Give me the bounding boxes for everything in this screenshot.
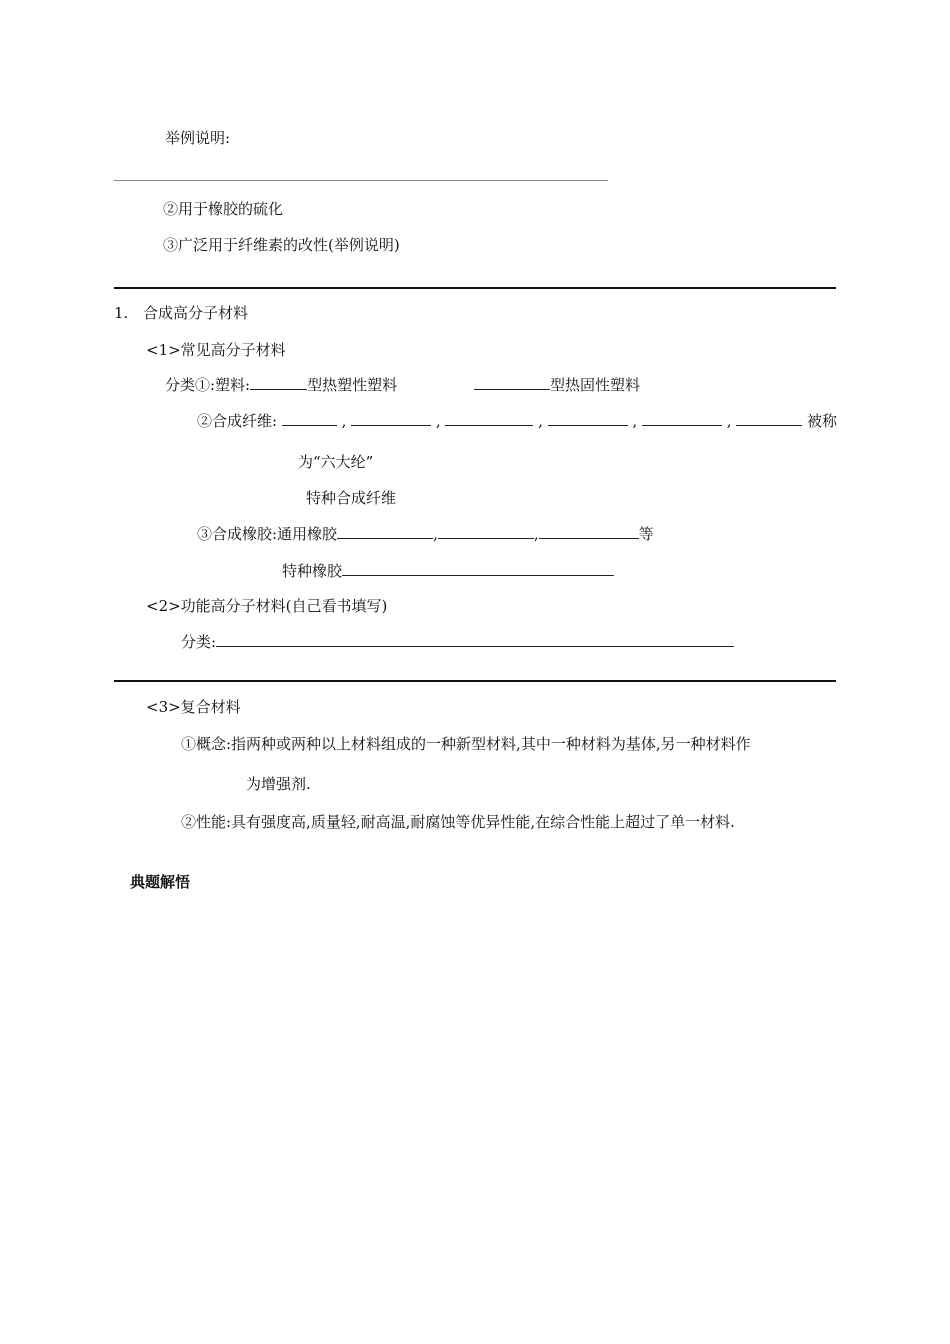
fiber-comma: , bbox=[726, 412, 732, 430]
thermoplastic-label: 型热塑性塑料 bbox=[307, 376, 398, 394]
fiber-blank-3[interactable] bbox=[445, 411, 533, 426]
plastics-prefix: 分类①:塑料: bbox=[165, 376, 251, 394]
rubber-comma: , bbox=[433, 525, 438, 543]
functional-classify-row bbox=[181, 632, 734, 652]
rubber-row bbox=[197, 524, 654, 544]
rubber-prefix: ③合成橡胶:通用橡胶 bbox=[197, 525, 338, 543]
subsection-1-title: <1>常见高分子材料 bbox=[146, 341, 286, 359]
fiber-comma: , bbox=[632, 412, 638, 430]
fiber-comma: , bbox=[538, 412, 543, 430]
thermoplastic-blank[interactable] bbox=[250, 375, 307, 390]
fiber-blank-6[interactable] bbox=[736, 411, 802, 426]
special-rubber-blank[interactable] bbox=[342, 561, 614, 576]
fiber-prefix: ②合成纤维: bbox=[197, 412, 278, 430]
thermoset-row bbox=[474, 375, 640, 395]
fiber-comma: , bbox=[341, 412, 347, 430]
subsection-2-title: <2>功能高分子材料(自己看书填写) bbox=[146, 597, 388, 615]
examples-heading: 典题解悟 bbox=[130, 873, 191, 891]
plastics-row bbox=[165, 375, 397, 395]
fiber-comma: , bbox=[435, 412, 441, 430]
section-1-title: 合成高分子材料 bbox=[143, 304, 249, 322]
fiber-blank-5[interactable] bbox=[642, 411, 722, 426]
section-divider-2 bbox=[114, 680, 836, 682]
rubber-blank-2[interactable] bbox=[438, 524, 534, 539]
composite-concept-continued: 为增强剂. bbox=[246, 775, 311, 793]
fiber-special: 特种合成纤维 bbox=[306, 489, 397, 507]
special-rubber-row bbox=[282, 561, 614, 581]
functional-classify-blank[interactable] bbox=[216, 632, 734, 647]
fiber-suffix-continued: 为“六大纶” bbox=[298, 453, 374, 471]
rubber-etc: 等 bbox=[638, 525, 654, 543]
fiber-row bbox=[197, 411, 837, 431]
special-rubber-label: 特种橡胶 bbox=[282, 562, 343, 580]
example-answer-line[interactable] bbox=[114, 180, 608, 181]
section-1-number: 1. bbox=[114, 304, 129, 322]
fiber-blank-1[interactable] bbox=[282, 411, 337, 426]
rubber-blank-1[interactable] bbox=[337, 524, 433, 539]
fiber-blank-4[interactable] bbox=[548, 411, 628, 426]
item-rubber-vulcanization: ②用于橡胶的硫化 bbox=[163, 200, 284, 218]
composite-property: ②性能:具有强度高,质量轻,耐高温,耐腐蚀等优异性能,在综合性能上超过了单一材料. bbox=[181, 813, 735, 831]
composite-concept: ①概念:指两种或两种以上材料组成的一种新型材料,其中一种材料为基体,另一种材料作 bbox=[181, 735, 751, 753]
rubber-comma: , bbox=[533, 525, 539, 543]
thermoset-blank[interactable] bbox=[474, 375, 550, 390]
fiber-blank-2[interactable] bbox=[351, 411, 431, 426]
section-divider-1 bbox=[114, 287, 836, 289]
functional-classify-label: 分类: bbox=[181, 633, 217, 651]
rubber-blank-3[interactable] bbox=[539, 524, 639, 539]
thermoset-label: 型热固性塑料 bbox=[550, 376, 641, 394]
fiber-suffix: 被称 bbox=[806, 412, 837, 430]
example-label: 举例说明: bbox=[165, 129, 231, 147]
item-cellulose-modification: ③广泛用于纤维素的改性(举例说明) bbox=[163, 236, 400, 254]
subsection-3-title: <3>复合材料 bbox=[146, 698, 241, 716]
